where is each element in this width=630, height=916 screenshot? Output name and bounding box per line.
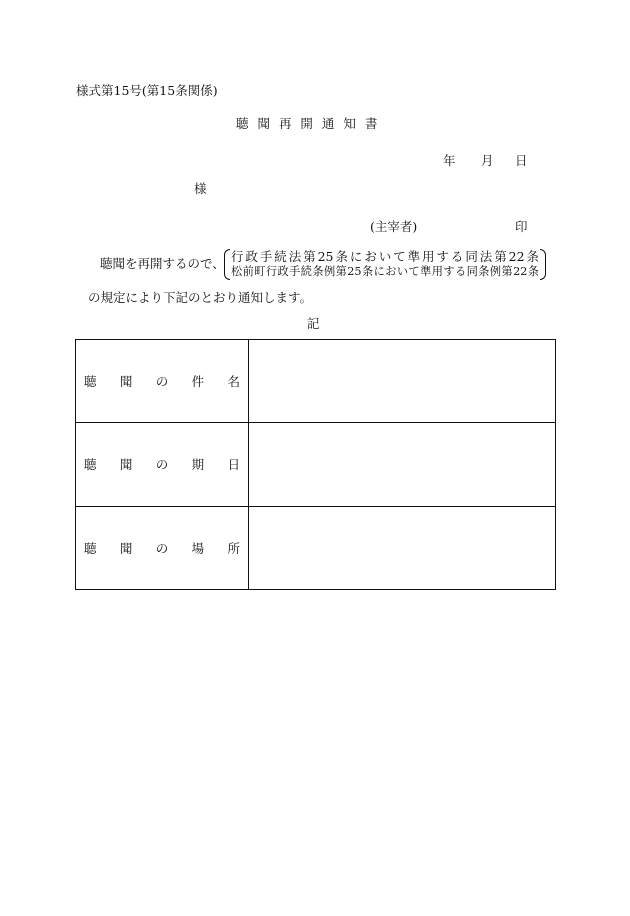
- label-char: 聞: [119, 374, 133, 390]
- hearing-details-table: [75, 339, 556, 590]
- document-title: 聴 聞 再 開 通 知 書: [236, 116, 380, 131]
- date-year: 年: [443, 153, 456, 168]
- row-label-cell: [76, 506, 249, 589]
- row-label-cell: [76, 340, 249, 423]
- label-char: の: [155, 540, 169, 556]
- hearing-date-field[interactable]: [249, 423, 556, 506]
- hearing-subject-field[interactable]: [249, 340, 556, 423]
- row-label: [76, 372, 248, 390]
- body-continuation: の規定により下記のとおり通知します。: [88, 290, 313, 305]
- ki-heading: 記: [307, 316, 320, 331]
- label-char: 期: [191, 457, 205, 473]
- row-label-cell: [76, 423, 249, 506]
- table-row: [76, 340, 556, 423]
- label-char: の: [155, 457, 169, 473]
- legal-basis-bracket: [224, 249, 546, 280]
- row-label: [76, 539, 248, 557]
- legal-basis-national: 行政手続法第25条において準用する同法第22条: [231, 249, 539, 264]
- date-month: 月: [481, 153, 494, 168]
- label-char: 聴: [84, 457, 97, 473]
- addressee-honorific: 様: [194, 181, 207, 196]
- body-lead: 聴聞を再開するので、: [100, 256, 225, 271]
- label-char: 場: [191, 540, 205, 556]
- label-char: 名: [227, 374, 240, 390]
- hearing-place-field[interactable]: [249, 506, 556, 589]
- seal-mark: 印: [515, 219, 528, 234]
- table-row: [76, 423, 556, 506]
- label-char: の: [155, 374, 169, 390]
- presiding-officer-label: (主宰者): [370, 219, 418, 234]
- right-bracket: [540, 249, 546, 280]
- label-char: 件: [191, 374, 205, 390]
- label-char: 聞: [119, 540, 133, 556]
- date-day: 日: [515, 153, 528, 168]
- table-row: [76, 506, 556, 589]
- label-char: 日: [227, 457, 240, 473]
- label-char: 聴: [84, 540, 97, 556]
- left-bracket: [224, 249, 230, 280]
- label-char: 聴: [84, 374, 97, 390]
- legal-basis-municipal: 松前町行政手続条例第25条において準用する同条例第22条: [231, 265, 539, 278]
- row-label: [76, 455, 248, 473]
- label-char: 所: [227, 540, 240, 556]
- form-number: 様式第15号(第15条関係): [76, 83, 218, 98]
- label-char: 聞: [119, 457, 133, 473]
